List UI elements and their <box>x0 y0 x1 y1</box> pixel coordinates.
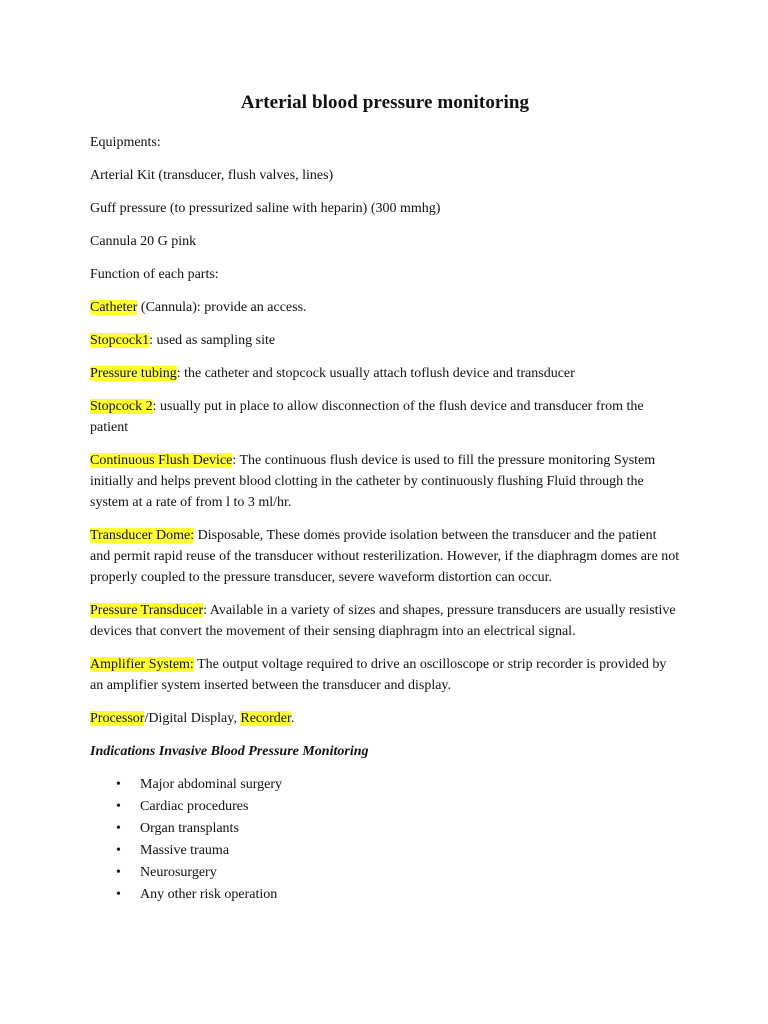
list-item <box>90 774 680 796</box>
part-text: Disposable, These domes provide isolation between the transducer and the patient and permit rapid reuse of the transducer without resterilization. However, if the diaphragm domes are not properly coupled to the pressure transducer, severe waveform distortion can occur. <box>90 528 680 585</box>
bullet-icon: • <box>116 865 121 880</box>
part-term: Continuous Flush Device <box>90 453 233 468</box>
list-item <box>90 884 680 906</box>
list-item <box>90 862 680 884</box>
indications-heading: Indications Invasive Blood Pressure Monitoring <box>90 744 369 759</box>
part-text: : The continuous flush device is used to fill the pressure monitoring System initially and helps prevent blood clotting in the catheter by continuously flushing Fluid through the system at a rate of from l to 3 ml/hr. <box>90 453 656 510</box>
equipment-item: Guff pressure (to pressurized saline with heparin) (300 mmhg) <box>90 201 441 216</box>
part-term: Pressure tubing <box>90 366 177 381</box>
part-term: Stopcock1 <box>90 333 150 348</box>
list-item <box>90 796 680 818</box>
part-term: Processor <box>90 711 145 726</box>
part-term: Catheter <box>90 300 138 315</box>
part-description <box>90 654 680 696</box>
part-text: : Available in a variety of sizes and shapes, pressure transducers are usually resistive devices that convert the movement of their sensing diaphragm into an electrical signal. <box>90 603 676 639</box>
equipments-label: Equipments: <box>90 135 161 150</box>
part-description <box>90 525 680 588</box>
list-item-text: Neurosurgery <box>140 865 217 880</box>
part-text: . <box>290 711 295 726</box>
part-description <box>90 450 680 513</box>
list-item <box>90 818 680 840</box>
part-term: Stopcock 2 <box>90 399 153 414</box>
part-description <box>90 297 680 318</box>
part-term: Recorder <box>240 711 291 726</box>
bullet-icon: • <box>116 777 121 792</box>
part-term: Amplifier System: <box>90 657 194 672</box>
list-item-text: Massive trauma <box>140 843 230 858</box>
processor-line <box>90 708 680 729</box>
indications-list <box>90 774 680 906</box>
equipment-item: Arterial Kit (transducer, flush valves, lines) <box>90 168 334 183</box>
equipment-item: Cannula 20 G pink <box>90 234 197 249</box>
part-description <box>90 330 680 351</box>
part-description <box>90 363 680 384</box>
list-item-text: Organ transplants <box>140 821 239 836</box>
list-item-text: Any other risk operation <box>140 887 278 902</box>
part-text: (Cannula): provide an access. <box>137 300 307 315</box>
list-item-text: Cardiac procedures <box>140 799 249 814</box>
part-term: Transducer Dome: <box>90 528 195 543</box>
bullet-icon: • <box>116 843 121 858</box>
part-text: : used as sampling site <box>149 333 276 348</box>
part-description <box>90 396 680 438</box>
bullet-icon: • <box>116 821 121 836</box>
part-term: Pressure Transducer <box>90 603 204 618</box>
part-text: The output voltage required to drive an oscilloscope or strip recorder is provided by an amplifier system inserted between the transducer and display. <box>90 657 667 693</box>
part-text: /Digital Display, <box>144 711 241 726</box>
bullet-icon: • <box>116 887 121 902</box>
part-description <box>90 600 680 642</box>
document-title: Arterial blood pressure monitoring <box>240 92 530 113</box>
part-text: : the catheter and stopcock usually attach toflush device and transducer <box>176 366 575 381</box>
part-text: : usually put in place to allow disconnection of the flush device and transducer from the patient <box>90 399 644 435</box>
list-item <box>90 840 680 862</box>
bullet-icon: • <box>116 799 121 814</box>
function-label: Function of each parts: <box>90 267 219 282</box>
list-item-text: Major abdominal surgery <box>140 777 283 792</box>
document-page <box>90 92 680 906</box>
